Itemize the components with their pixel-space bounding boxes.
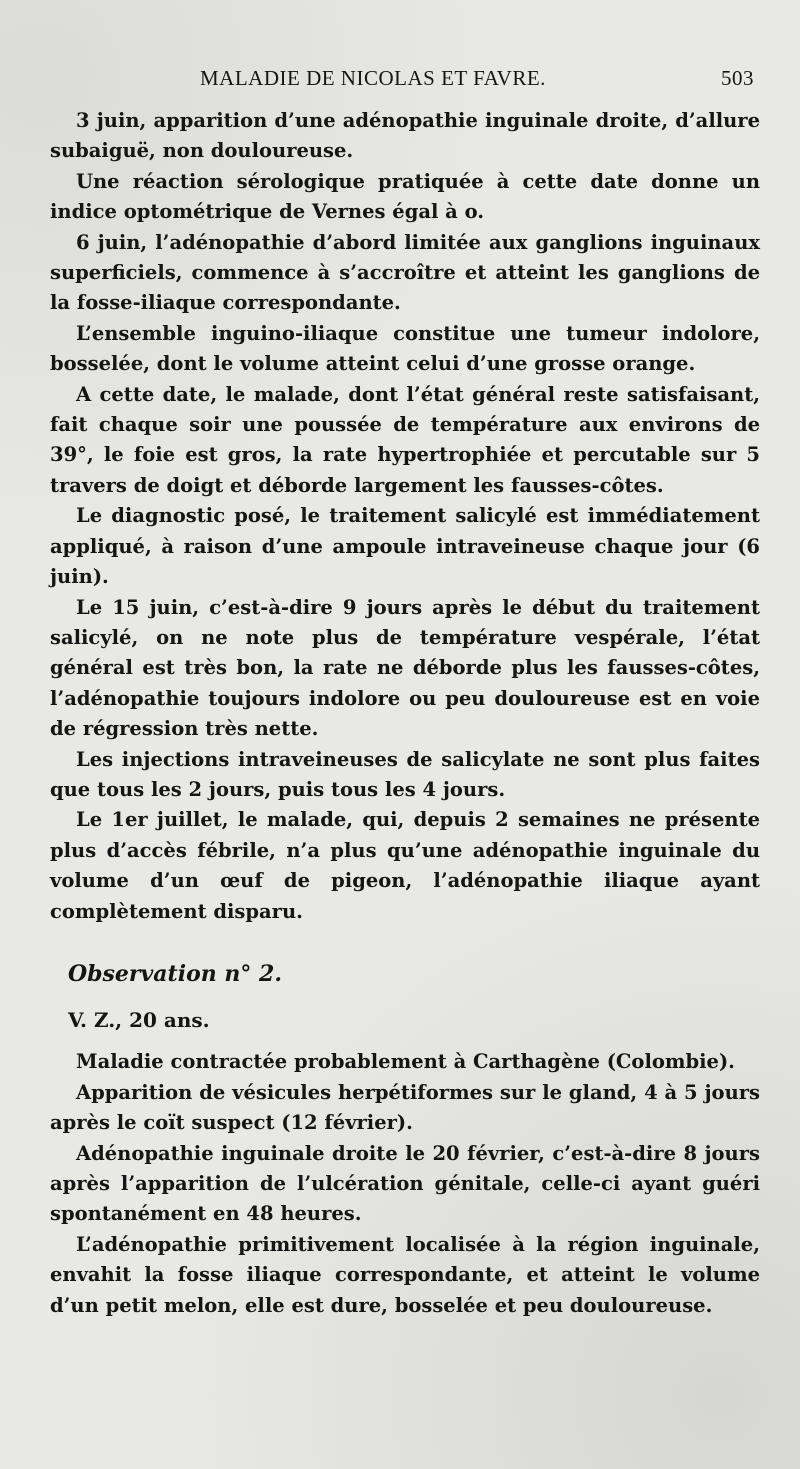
paragraph-june-3: 3 juin, apparition d’une adénopathie inguinale droite, d’allure subaiguë, non douloureuse. bbox=[50, 109, 760, 163]
paragraph-adenopathy: Adénopathie inguinale droite le 20 février, c’est-à-dire 8 jours après l’apparition de l’ulcération génitale, celle-ci ayant guéri spontanément en 48 heures. bbox=[50, 1141, 760, 1226]
paragraph-june-15: Le 15 juin, c’est-à-dire 9 jours après le début du traitement salicylé, on ne note plus de température vespérale, l’état général est très bon, la rate ne déborde plus les fausses-côtes, l’adénopathie toujours indolore ou peu douloureuse est en voie de régression très nette. bbox=[50, 595, 760, 741]
paragraph-injections: Les injections intraveineuses de salicylate ne sont plus faites que tous les 2 jours, puis tous les 4 jours. bbox=[50, 747, 760, 801]
patient-line: V. Z., 20 ans. bbox=[68, 1008, 210, 1033]
running-head-title: MALADIE DE NICOLAS ET FAVRE. bbox=[200, 66, 546, 90]
paragraph-localisation: L’adénopathie primitivement localisée à la région inguinale, envahit la fosse iliaque correspondante, et atteint le volume d’un petit melon, elle est dure, bosselée et peu douloureuse. bbox=[50, 1232, 760, 1317]
page-number: 503 bbox=[721, 66, 754, 90]
body-text bbox=[50, 106, 760, 1321]
paragraph-contracted: Maladie contractée probablement à Carthagène (Colombie). bbox=[76, 1050, 735, 1074]
paragraph-diagnosis: Le diagnostic posé, le traitement salicylé est immédiatement appliqué, à raison d’une ampoule intraveineuse chaque jour (6 juin). bbox=[50, 504, 760, 589]
paragraph-vesicles: Apparition de vésicules herpétiformes sur le gland, 4 à 5 jours après le coït suspect (12 février). bbox=[50, 1080, 760, 1135]
paragraph-june-6: 6 juin, l’adénopathie d’abord limitée aux ganglions inguinaux superficiels, commence à s’accroître et atteint les ganglions de la fosse-iliaque correspondante. bbox=[50, 230, 760, 315]
paragraph-july-1: Le 1er juillet, le malade, qui, depuis 2 semaines ne présente plus d’accès fébrile, n’a plus qu’une adénopathie inguinale du volume d’un œuf de pigeon, l’adénopathie iliaque ayant complètement disparu. bbox=[50, 808, 760, 923]
paragraph-general-state: A cette date, le malade, dont l’état général reste satisfaisant, fait chaque soir une poussée de température aux environs de 39°, le foie est gros, la rate hypertrophiée et percutable sur 5 travers de doigt et déborde largement les fausses-côtes. bbox=[50, 382, 760, 497]
observation-heading: Observation n° 2. bbox=[68, 960, 283, 987]
paragraph-serology: Une réaction sérologique pratiquée à cette date donne un indice optométrique de Vernes égal à o. bbox=[50, 169, 760, 224]
paragraph-inguino-iliac: L’ensemble inguino-iliaque constitue une tumeur indolore, bosselée, dont le volume atteint celui d’une grosse orange. bbox=[50, 321, 760, 376]
running-head bbox=[50, 66, 760, 106]
